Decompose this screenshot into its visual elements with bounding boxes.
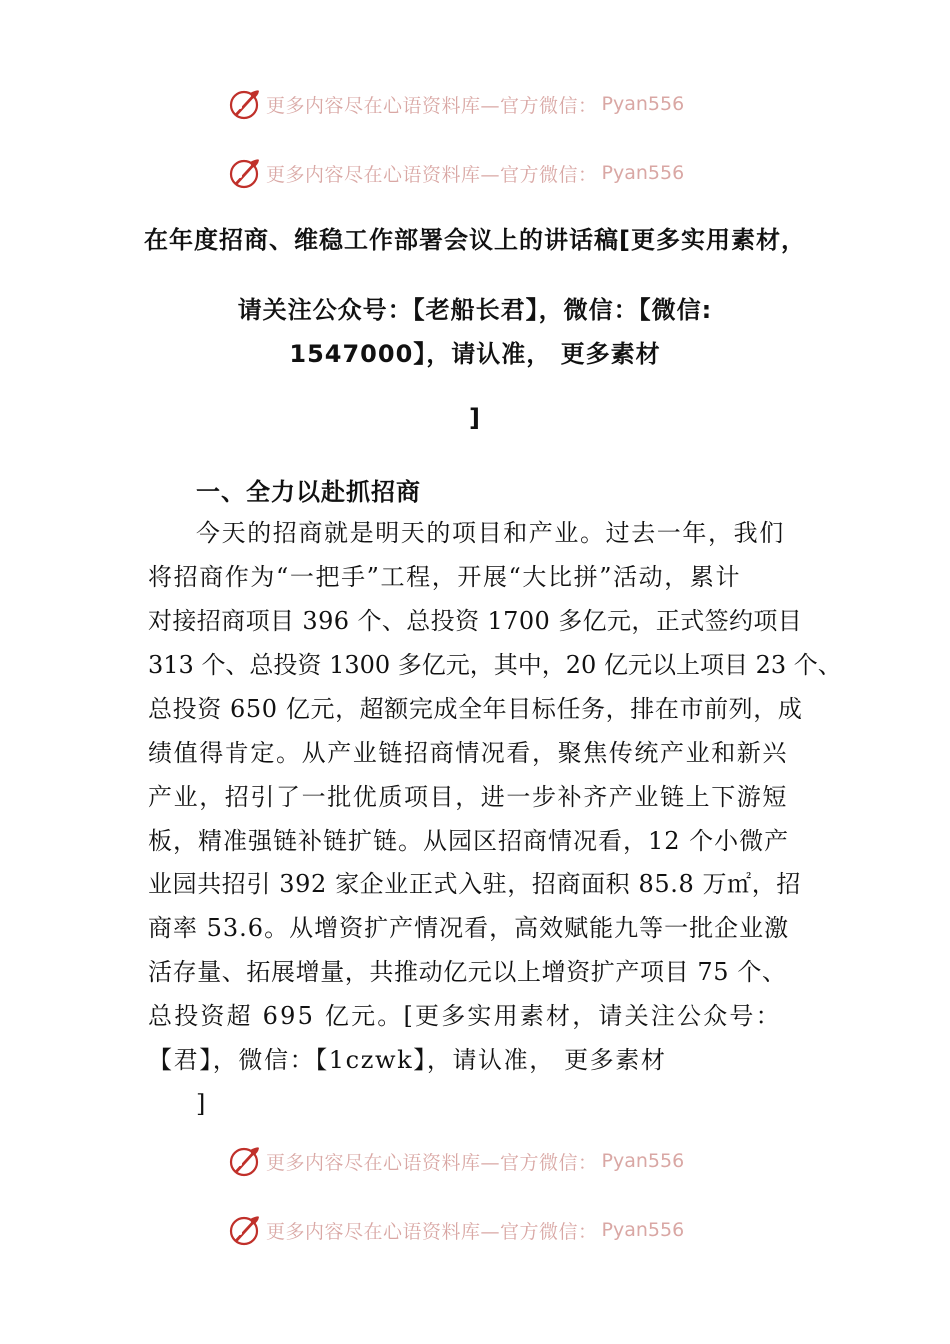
watermark-banner (228, 86, 684, 122)
body-line: 产业，招引了一批优质项目，进一步补齐产业链上下游短 (148, 783, 788, 811)
body-line: 【君】，微信：【1czwk】，请认准， 更多素材 (148, 1046, 667, 1074)
section-heading: 一、全力以赴抓招商 (196, 478, 421, 506)
document-title-line-3: 1547000】，请认准， 更多素材 (289, 340, 661, 368)
quill-pen-logo-icon (228, 1144, 262, 1178)
body-line: 总投资超 695 亿元。[更多实用素材，请关注公众号： (148, 1002, 782, 1030)
document-title-line-1: 在年度招商、维稳工作部署会议上的讲话稿[更多实用素材， (144, 226, 806, 254)
watermark-text: 更多内容尽在心语资料库—官方微信： (266, 1220, 598, 1243)
body-line: 商率 53.6。从增资扩产情况看，高效赋能九等一批企业激 (148, 914, 790, 942)
body-line: 绩值得肯定。从产业链招商情况看，聚焦传统产业和新兴 (148, 739, 788, 767)
watermark-text: 更多内容尽在心语资料库—官方微信： (266, 94, 598, 117)
body-line: 313 个、总投资 1300 多亿元，其中，20 亿元以上项目 23 个、 (148, 651, 842, 679)
watermark-banner (228, 155, 684, 191)
quill-pen-logo-icon (228, 156, 262, 190)
body-line: 活存量、拓展增量，共推动亿元以上增资扩产项目 75 个、 (148, 958, 787, 986)
quill-pen-logo-icon (228, 87, 262, 121)
body-line: 板，精准强链补链扩链。从园区招商情况看，12 个小微产 (148, 827, 790, 855)
watermark-id: Pyan556 (601, 93, 685, 115)
watermark-text: 更多内容尽在心语资料库—官方微信： (266, 1151, 598, 1174)
body-line: 总投资 650 亿元，超额完成全年目标任务，排在市前列，成 (148, 695, 803, 723)
document-title-line-2: 请关注公众号：【老船长君】，微信：【微信: (237, 296, 713, 324)
watermark-id: Pyan556 (601, 1219, 685, 1241)
watermark-id: Pyan556 (601, 162, 685, 184)
document-title-line-4: ] (469, 404, 481, 432)
body-line: 将招商作为“一把手”工程，开展“大比拼”活动，累计 (148, 563, 742, 591)
quill-pen-logo-icon (228, 1213, 262, 1247)
watermark-id: Pyan556 (601, 1150, 685, 1172)
body-line: 业园共招引 392 家企业正式入驻，招商面积 85.8 万㎡，招 (148, 870, 801, 898)
body-line: 对接招商项目 396 个、总投资 1700 多亿元，正式签约项目 (148, 607, 803, 635)
body-line: ] (196, 1090, 207, 1118)
watermark-text: 更多内容尽在心语资料库—官方微信： (266, 163, 598, 186)
body-line: 今天的招商就是明天的项目和产业。过去一年，我们 (196, 519, 785, 547)
watermark-banner (228, 1212, 684, 1248)
watermark-banner (228, 1143, 684, 1179)
